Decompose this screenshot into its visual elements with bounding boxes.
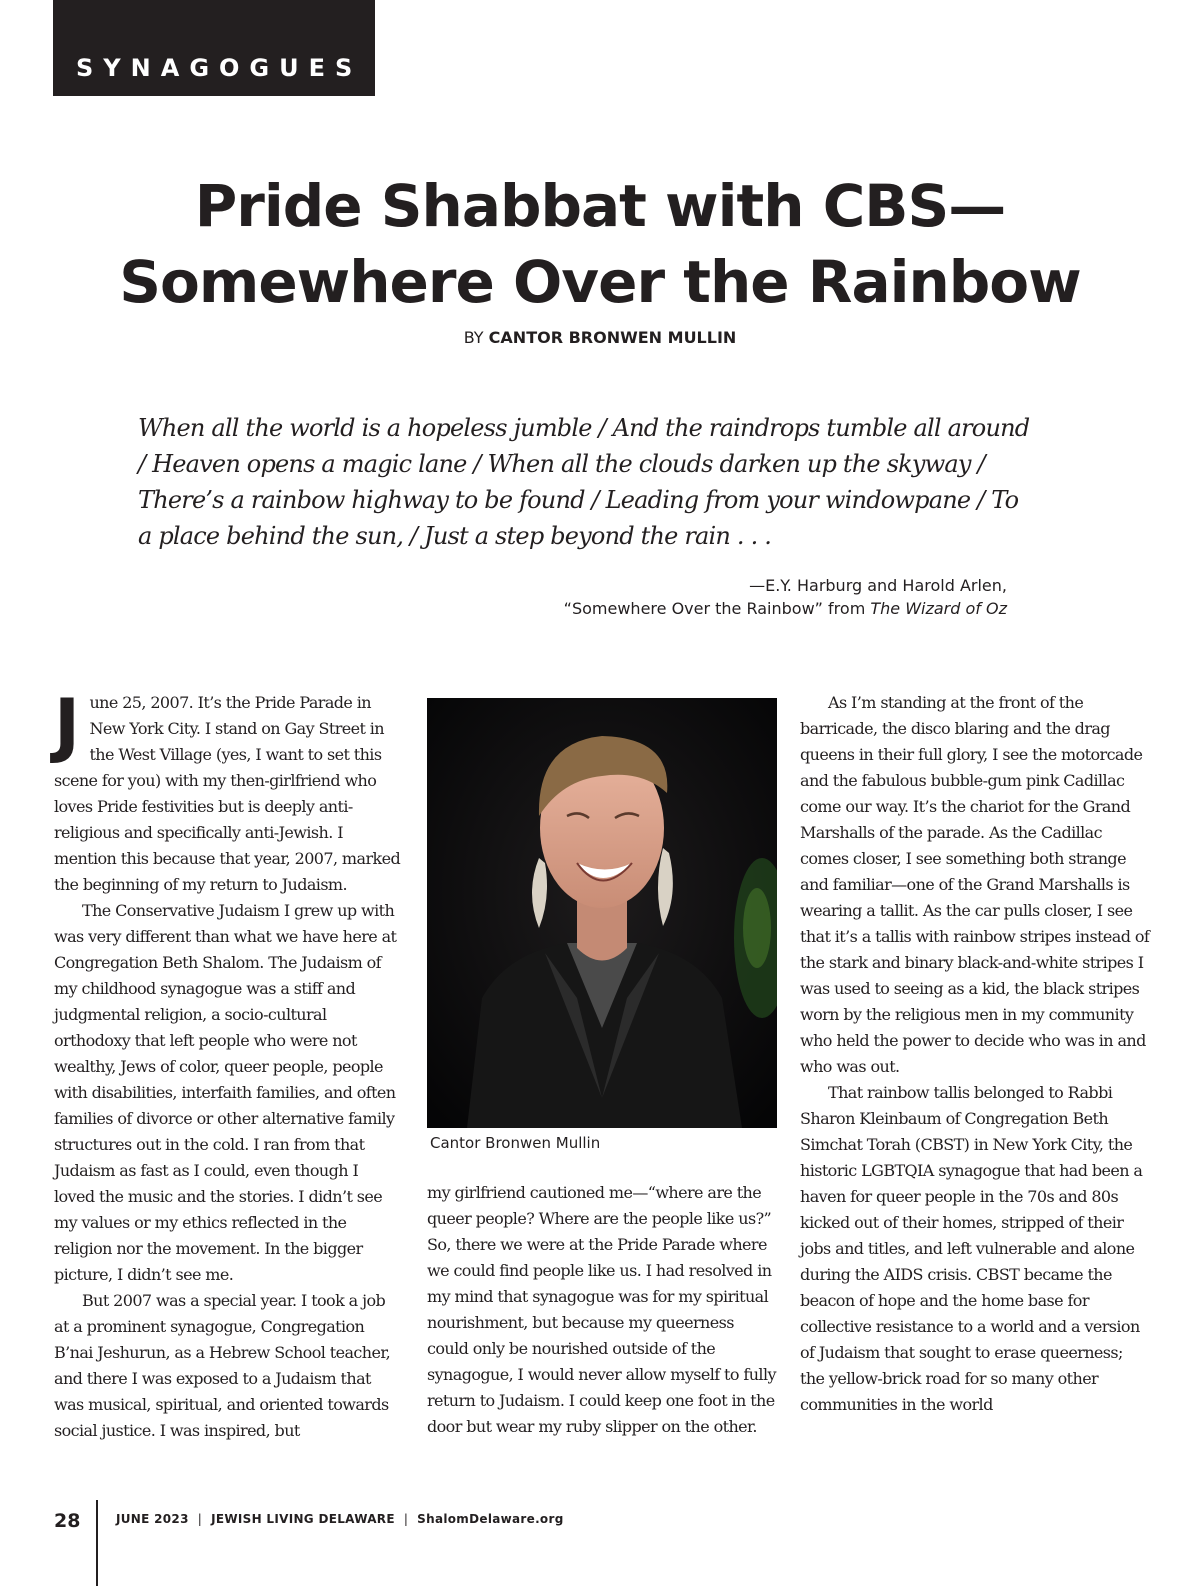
body-paragraph: The Conservative Judaism I grew up with was very different than what we have here at Congregation Beth Shalom. The Judaism of my childhood synagogue was a stiff and judgmental religion, a socio-cultural orthodoxy that left people who were not wealthy, Jews of color, queer people, people with disabilities, interfaith families, and often families of divorce or other alternative family structures out in the cold. I ran from that Judaism as fast as I could, even though I loved the music and the stories. I didn’t see my values or my ethics reflected in the religion nor the movement. In the bigger picture, I didn’t see me. xyxy=(54,901,397,1284)
body-paragraph: As I’m standing at the front of the barricade, the disco blaring and the drag queens in their full glory, I see the motorcade and the fabulous bubble-gum pink Cadillac come our way. It’s the chariot for the Grand Marshalls of the parade. As the Cadillac comes closer, I see something both strange and familiar—one of the Grand Marshalls is wearing a tallit. As the car pulls closer, I see that it’s a tallis with rainbow stripes instead of the stark and binary black-and-white stripes I was used to seeing as a kid, the black stripes worn by the religious men in my community who held the power to decide who was in and who was out. xyxy=(800,693,1150,1076)
byline-prefix: BY xyxy=(463,328,489,347)
drop-cap: J xyxy=(54,684,80,766)
footer-divider xyxy=(96,1500,98,1586)
byline xyxy=(0,328,1200,347)
attribution-work: The Wizard of Oz xyxy=(870,599,1007,618)
body-paragraph xyxy=(54,684,402,898)
section-tab xyxy=(53,0,375,96)
page-footer xyxy=(0,1500,1200,1558)
epigraph-quote: When all the world is a hopeless jumble / And the raindrops tumble all around / Heaven opens a magic lane / When all the clouds darken up the skyway / There’s a rainbow highway to be found / Leading from your windowpane / To a place behind the sun, / Just a step beyond the rain . . . xyxy=(138,414,1030,550)
epigraph-attribution xyxy=(564,574,1007,620)
portrait-illustration xyxy=(427,698,777,1128)
body-column-2 xyxy=(427,1180,777,1440)
footer-publication: JEWISH LIVING DELAWARE xyxy=(211,1512,395,1526)
byline-author: CANTOR BRONWEN MULLIN xyxy=(488,328,737,347)
footer-issue: JUNE 2023 xyxy=(116,1512,189,1526)
body-column-1 xyxy=(54,684,402,1444)
body-paragraph: my girlfriend cautioned me—“where are the queer people? Where are the people like us?” So, there we were at the Pride Parade where we could find people like us. I had resolved in my mind that synagogue was for my spiritual nourishment, but because my queerness could only be nourished outside of the synagogue, I would never allow myself to fully return to Judaism. I could keep one foot in the door but wear my ruby slipper on the other. xyxy=(427,1183,776,1436)
title-line-2: Somewhere Over the Rainbow xyxy=(119,248,1081,316)
footer-website: ShalomDelaware.org xyxy=(417,1512,564,1526)
attribution-line-1: —E.Y. Harburg and Harold Arlen, xyxy=(749,576,1007,595)
body-column-3 xyxy=(800,690,1150,1418)
page-number: 28 xyxy=(54,1510,81,1532)
footer-separator: | xyxy=(197,1512,203,1526)
paragraph-text: une 25, 2007. It’s the Pride Parade in New York City. I stand on Gay Street in the West Village (yes, I want to set this scene for you) with my then-girlfriend who loves Pride festivities but is deeply anti-religious and specifically anti-Jewish. I mention this because that year, 2007, marked the beginning of my return to Judaism. xyxy=(54,693,401,894)
cantor-portrait-photo xyxy=(427,698,777,1128)
footer-info xyxy=(116,1512,564,1526)
title-line-1: Pride Shabbat with CBS— xyxy=(194,172,1006,240)
attribution-song: “Somewhere Over the Rainbow” from xyxy=(563,599,871,618)
article-title xyxy=(0,168,1200,320)
section-label: SYNAGOGUES xyxy=(76,54,363,82)
attribution-line-2 xyxy=(564,597,1007,620)
body-paragraph: But 2007 was a special year. I took a job at a prominent synagogue, Congregation B’nai Jeshurun, as a Hebrew School teacher, and there I was exposed to a Judaism that was musical, spiritual, and oriented towards social justice. I was inspired, but xyxy=(54,1291,391,1440)
body-paragraph: That rainbow tallis belonged to Rabbi Sharon Kleinbaum of Congregation Beth Simchat Torah (CBST) in New York City, the historic LGBTQIA synagogue that had been a haven for queer people in the 70s and 80s kicked out of their homes, stripped of their jobs and titles, and left vulnerable and alone during the AIDS crisis. CBST became the beacon of hope and the home base for collective resistance to a world and a version of Judaism that sought to erase queerness; the yellow-brick road for so many other communities in the world xyxy=(800,1083,1143,1414)
photo-caption: Cantor Bronwen Mullin xyxy=(430,1134,601,1152)
footer-separator: | xyxy=(403,1512,409,1526)
